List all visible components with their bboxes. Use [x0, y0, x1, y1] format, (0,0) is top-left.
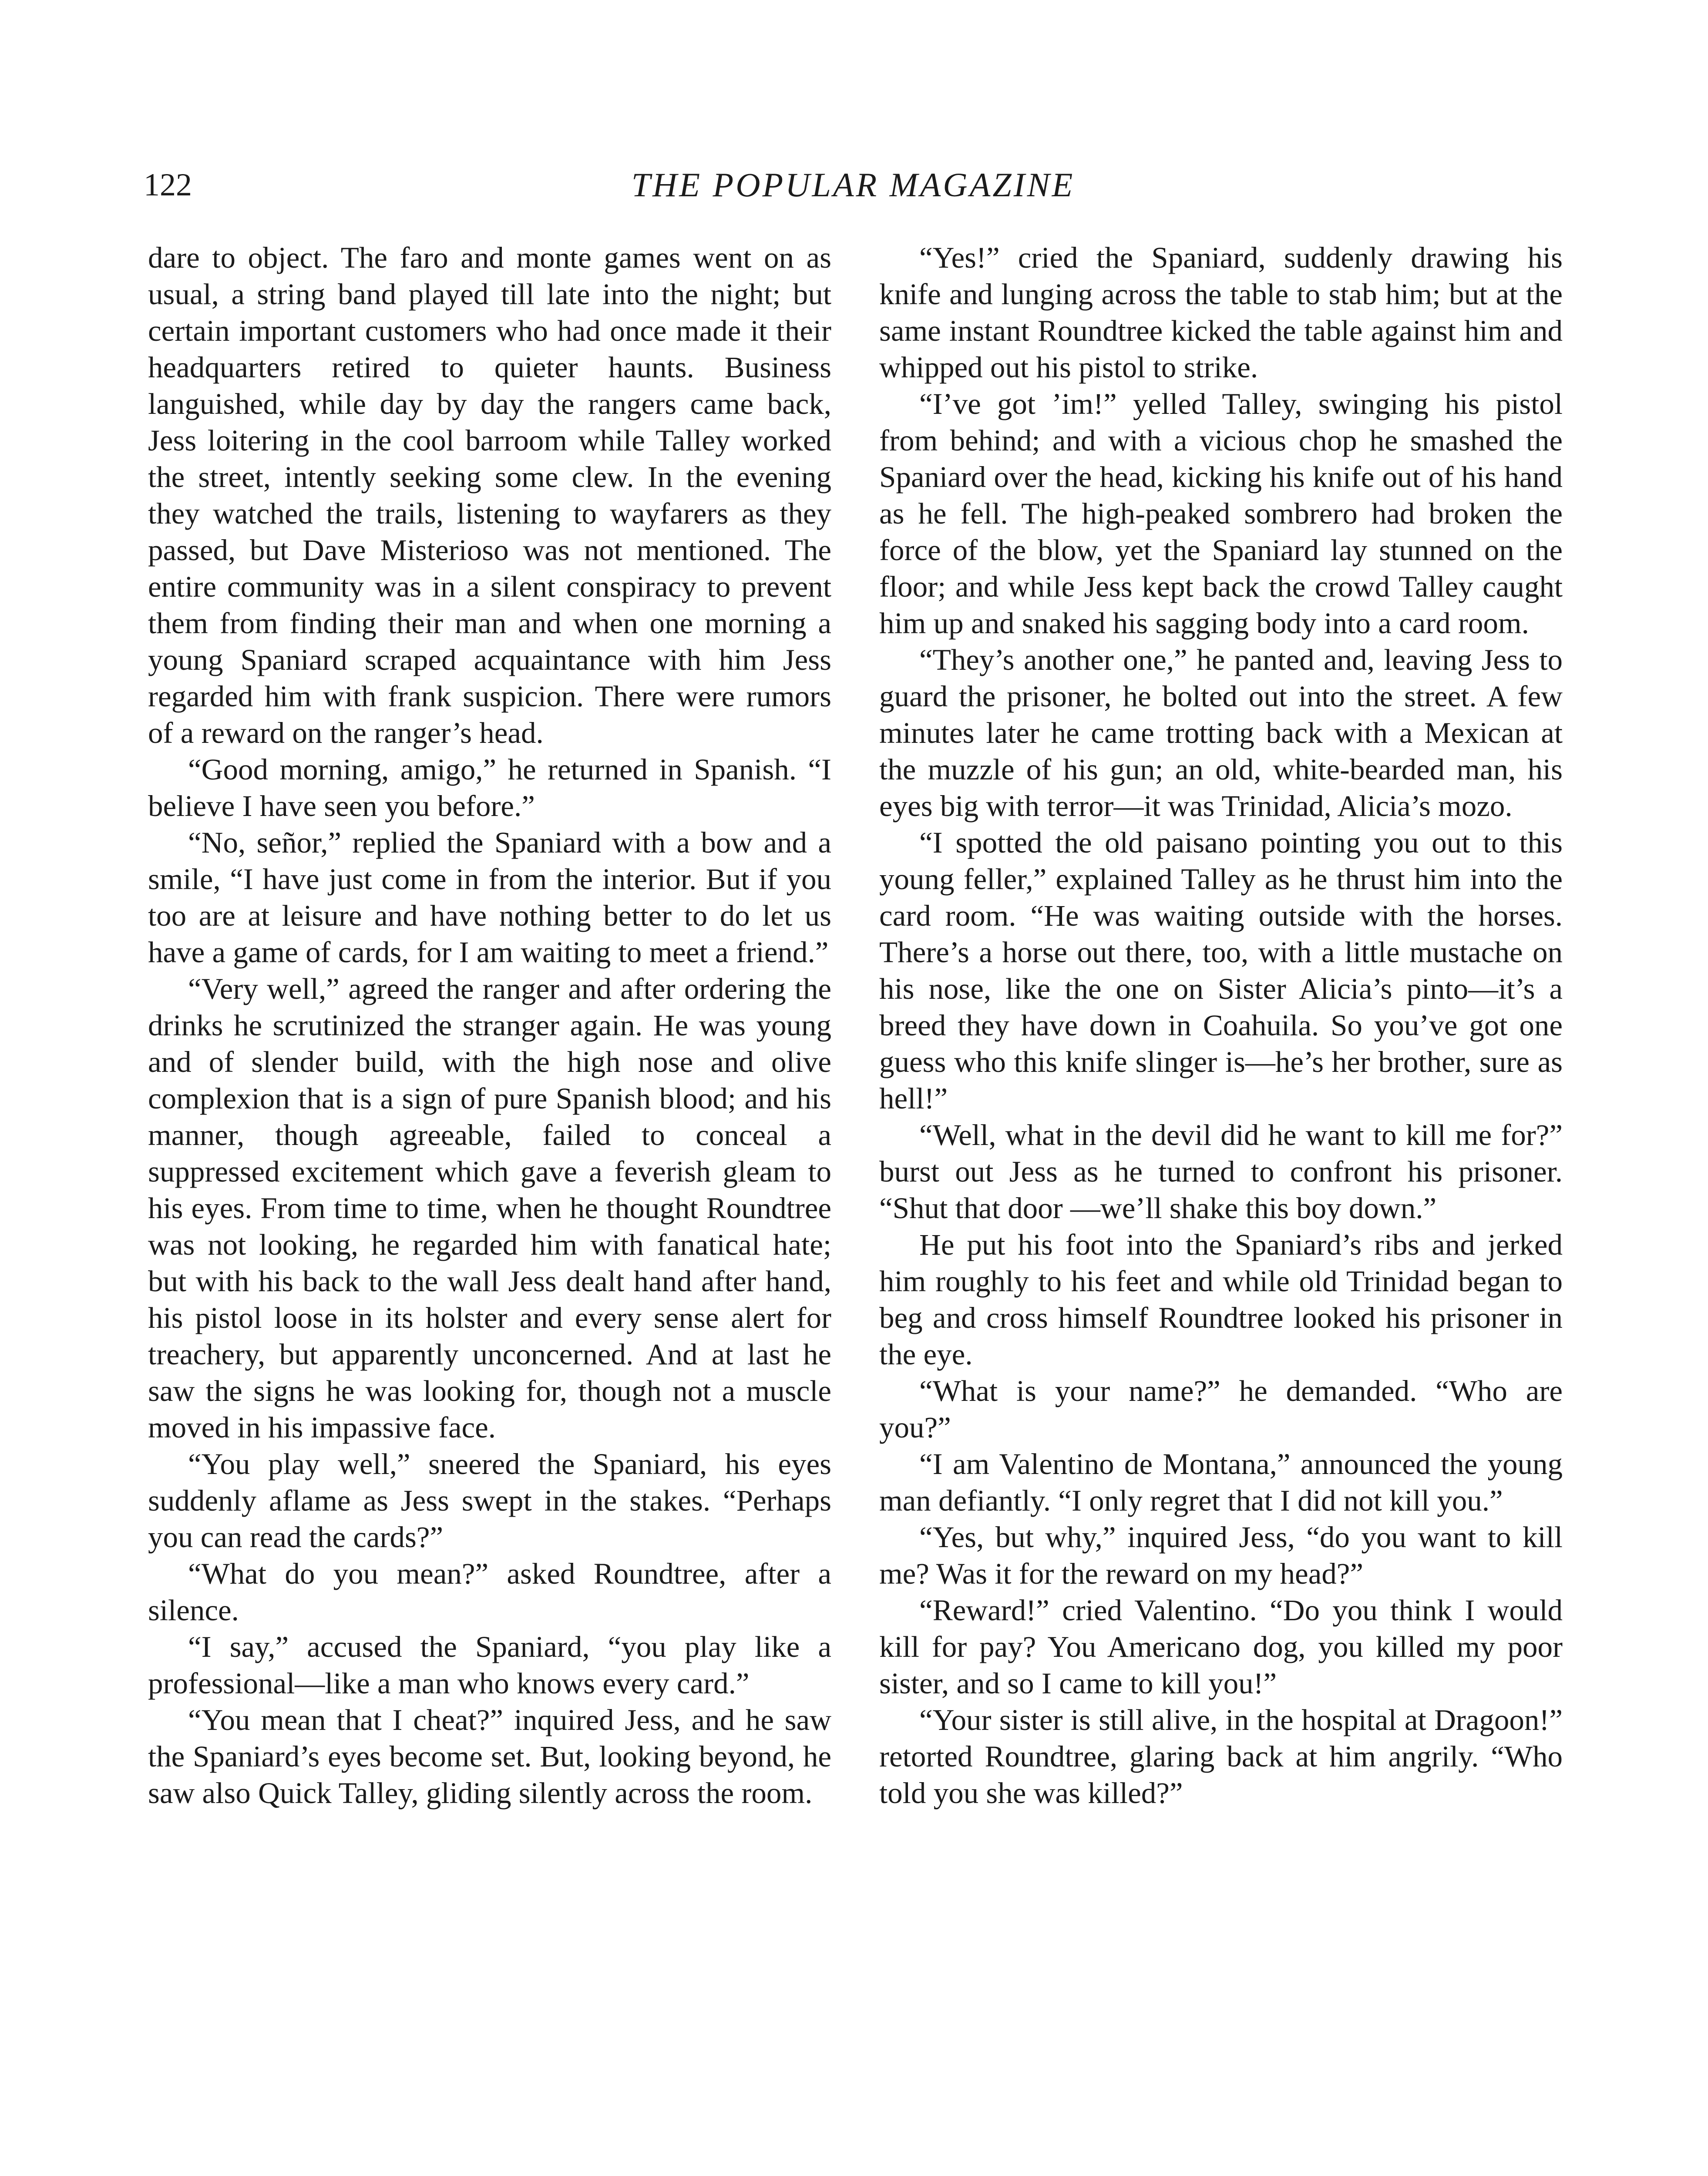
running-title: THE POPULAR MAGAZINE: [631, 166, 1075, 204]
paragraph: “Reward!” cried Valentino. “Do you think I would kill for pay? You Americano dog, you killed my poor sister, and so I came to kill you!”: [879, 1594, 1563, 1700]
paragraph: “What is your name?” he demanded. “Who are you?”: [879, 1374, 1563, 1444]
right-column: [879, 239, 1563, 2176]
paragraph: “They’s another one,” he panted and, leaving Jess to guard the prisoner, he bolted out into the street. A few minutes later he came trotting back with a Mexican at the muzzle of his gun; an old, white-bearded man, his eyes big with terror—it was Trinidad, Alicia’s mozo.: [879, 643, 1563, 823]
paragraph: “Your sister is still alive, in the hospital at Dragoon!” retorted Roundtree, glaring back at him angrily. “Who told you she was killed?”: [879, 1703, 1563, 1810]
paragraph: “Yes, but why,” inquired Jess, “do you want to kill me? Was it for the reward on my head?”: [879, 1521, 1563, 1590]
paragraph: “You play well,” sneered the Spaniard, his eyes suddenly aflame as Jess swept in the stakes. “Perhaps you can read the cards?”: [148, 1447, 831, 1554]
paragraph: “I’ve got ’im!” yelled Talley, swinging his pistol from behind; and with a vicious chop he smashed the Spaniard over the head, kicking his knife out of his hand as he fell. The high-peaked sombrero had broken the force of the blow, yet the Spaniard lay stunned on the floor; and while Jess kept back the crowd Talley caught him up and snaked his sagging body into a card room.: [879, 387, 1563, 640]
paragraph: “Yes!” cried the Spaniard, suddenly drawing his knife and lunging across the table to stab him; but at the same instant Roundtree kicked the table against him and whipped out his pistol to strike.: [879, 241, 1563, 384]
paragraph: “You mean that I cheat?” inquired Jess, and he saw the Spaniard’s eyes become set. But, looking beyond, he saw also Quick Talley, gliding silently across the room.: [148, 1703, 831, 1810]
page-header: [144, 159, 1563, 211]
paragraph: “I say,” accused the Spaniard, “you play like a professional—like a man who knows every card.”: [148, 1630, 831, 1700]
page-number: 122: [144, 167, 192, 203]
paragraph: “What do you mean?” asked Roundtree, after a silence.: [148, 1557, 831, 1627]
paragraph: He put his foot into the Spaniard’s ribs and jerked him roughly to his feet and while old Trinidad began to beg and cross himself Roundtree looked his prisoner in the eye.: [879, 1228, 1563, 1371]
left-column: [148, 239, 831, 2176]
paragraph: “I am Valentino de Montana,” announced the young man defiantly. “I only regret that I did not kill you.”: [879, 1447, 1563, 1517]
paragraph: “I spotted the old paisano pointing you out to this young feller,” explained Talley as he thrust him into the card room. “He was waiting outside with the horses. There’s a horse out there, too, with a little mustache on his nose, like the one on Sister Alicia’s pinto—it’s a breed they have down in Coahuila. So you’ve got one guess who this knife slinger is—he’s her brother, sure as hell!”: [879, 826, 1563, 1115]
paragraph: “No, señor,” replied the Spaniard with a bow and a smile, “I have just come in from the interior. But if you too are at leisure and have nothing better to do let us have a game of cards, for I am waiting to meet a friend.”: [148, 826, 831, 969]
paragraph: “Good morning, amigo,” he returned in Spanish. “I believe I have seen you before.”: [148, 753, 831, 823]
paragraph: “Well, what in the devil did he want to kill me for?” burst out Jess as he turned to confront his prisoner. “Shut that door —we’ll shake this boy down.”: [879, 1118, 1563, 1225]
paragraph: “Very well,” agreed the ranger and after ordering the drinks he scrutinized the stranger again. He was young and of slender build, with the high nose and olive complexion that is a sign of pure Spanish blood; and his manner, though agreeable, failed to conceal a suppressed excitement which gave a feverish gleam to his eyes. From time to time, when he thought Roundtree was not looking, he regarded him with fanatical hate; but with his back to the wall Jess dealt hand after hand, his pistol loose in its holster and every sense alert for treachery, but apparently unconcerned. And at last he saw the signs he was looking for, though not a muscle moved in his impassive face.: [148, 972, 831, 1444]
paragraph: dare to object. The faro and monte games went on as usual, a string band played till late into the night; but certain important customers who had once made it their headquarters retired to quieter haunts. Business languished, while day by day the rangers came back, Jess loitering in the cool barroom while Talley worked the street, intently seeking some clew. In the evening they watched the trails, listening to wayfarers as they passed, but Dave Misterioso was not mentioned. The entire community was in a silent conspiracy to prevent them from finding their man and when one morning a young Spaniard scraped acquaintance with him Jess regarded him with frank suspicion. There were rumors of a reward on the ranger’s head.: [148, 241, 831, 749]
